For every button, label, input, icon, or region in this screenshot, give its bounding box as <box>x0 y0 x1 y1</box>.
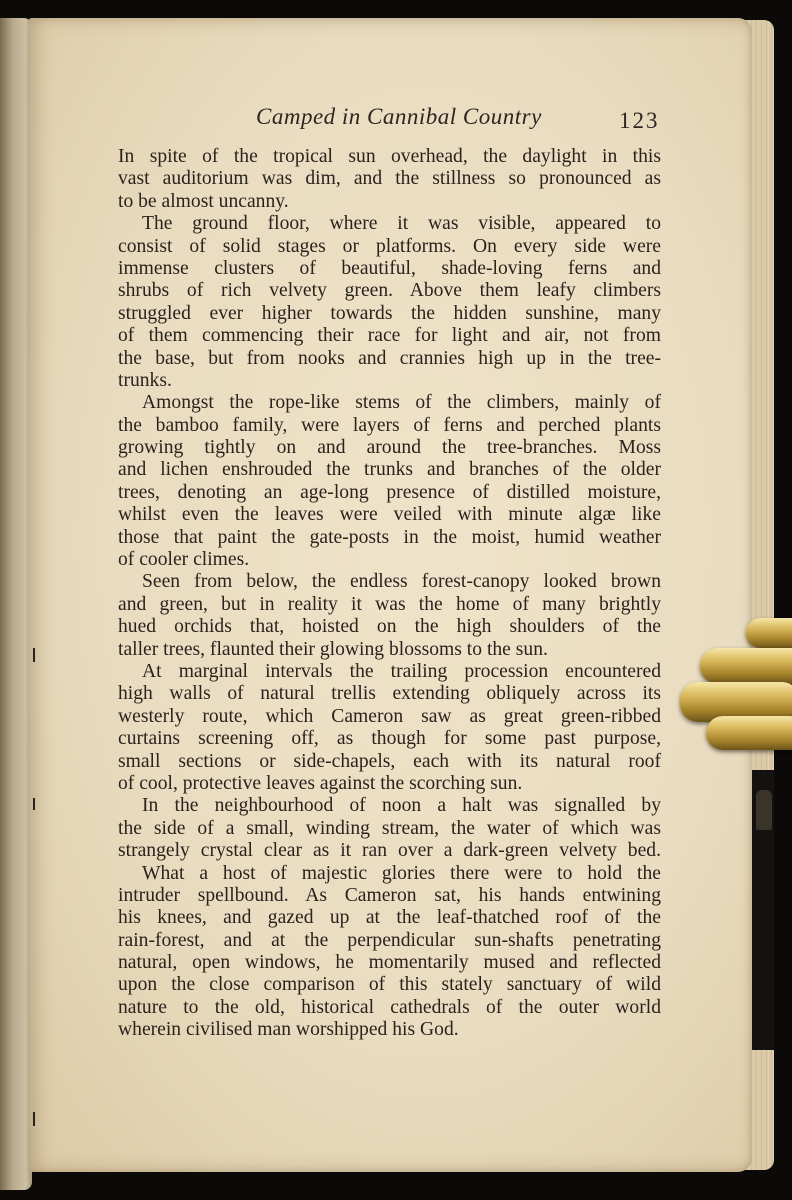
text-line: Seen from below, the endless forest-canopy looked brown <box>142 571 661 593</box>
text-line: of cool, protective leaves against the scorching sun. <box>118 772 523 794</box>
background-object <box>756 790 772 830</box>
page-number: 123 <box>619 108 660 133</box>
margin-tick <box>33 798 35 810</box>
text-line: the bamboo family, were layers of ferns and perched plants <box>118 414 661 436</box>
text-line: and lichen enshrouded the trunks and branches of the older <box>118 459 661 481</box>
text-line: westerly route, which Cameron saw as great green-ribbed <box>118 705 661 727</box>
text-line: small sections or side-chapels, each with its natural roof <box>118 750 661 772</box>
text-line: curtains screening off, as though for some past purpose, <box>118 728 661 750</box>
text-line: trunks. <box>118 369 172 391</box>
text-line: the side of a small, winding stream, the water of which was <box>118 817 661 839</box>
margin-tick <box>33 1112 35 1126</box>
text-line: taller trees, flaunted their glowing blossoms to the sun. <box>118 638 548 660</box>
text-line: vast auditorium was dim, and the stillness so pronounced as <box>118 168 661 190</box>
text-line: his knees, and gazed up at the leaf-thatched roof of the <box>118 907 661 929</box>
text-line: At marginal intervals the trailing procession encountered <box>142 660 661 682</box>
page-clip <box>676 612 792 772</box>
body-text <box>118 146 661 1042</box>
text-line: rain-forest, and at the perpendicular sun-shafts penetrating <box>118 929 661 951</box>
text-line: In the neighbourhood of noon a halt was signalled by <box>142 795 661 817</box>
text-line: The ground floor, where it was visible, appeared to <box>142 213 661 235</box>
text-line: hued orchids that, hoisted on the high shoulders of the <box>118 616 661 638</box>
text-line: In spite of the tropical sun overhead, the daylight in this <box>118 146 661 167</box>
text-line: strangely crystal clear as it ran over a dark-green velvety bed. <box>118 840 661 862</box>
text-line: immense clusters of beautiful, shade-loving ferns and <box>118 257 661 279</box>
text-line: natural, open windows, he momentarily mused and reflected <box>118 952 661 974</box>
book-page <box>28 18 752 1172</box>
text-line: shrubs of rich velvety green. Above them leafy climbers <box>118 280 661 302</box>
text-line: of cooler climes. <box>118 549 250 571</box>
text-line: Amongst the rope-like stems of the climbers, mainly of <box>142 392 661 414</box>
text-line: wherein civilised man worshipped his God. <box>118 1019 459 1041</box>
text-line: whilst even the leaves were veiled with minute algæ like <box>118 504 661 526</box>
text-line: of them commencing their race for light and air, not from <box>118 325 661 347</box>
text-line: struggled ever higher towards the hidden sunshine, many <box>118 302 661 324</box>
text-line: and green, but in reality it was the home of many brightly <box>118 593 661 615</box>
text-line: upon the close comparison of this stately sanctuary of wild <box>118 974 661 996</box>
text-line: the base, but from nooks and crannies high up in the tree- <box>118 347 661 369</box>
margin-tick <box>33 648 35 662</box>
text-line: to be almost uncanny. <box>118 190 289 212</box>
text-line: consist of solid stages or platforms. On every side were <box>118 235 661 257</box>
text-line: trees, denoting an age-long presence of distilled moisture, <box>118 481 661 503</box>
clip-bar <box>746 618 792 648</box>
clip-bar <box>700 648 792 684</box>
text-line: those that paint the gate-posts in the moist, humid weather <box>118 526 661 548</box>
text-line: What a host of majestic glories there were to hold the <box>142 862 661 884</box>
text-line: high walls of natural trellis extending obliquely across its <box>118 683 661 705</box>
text-line: intruder spellbound. As Cameron sat, his hands entwining <box>118 884 661 906</box>
clip-bar <box>706 716 792 750</box>
text-line: growing tightly on and around the tree-branches. Moss <box>118 437 661 459</box>
text-line: nature to the old, historical cathedrals of the outer world <box>118 996 661 1018</box>
running-title: Camped in Cannibal Country <box>256 104 542 129</box>
